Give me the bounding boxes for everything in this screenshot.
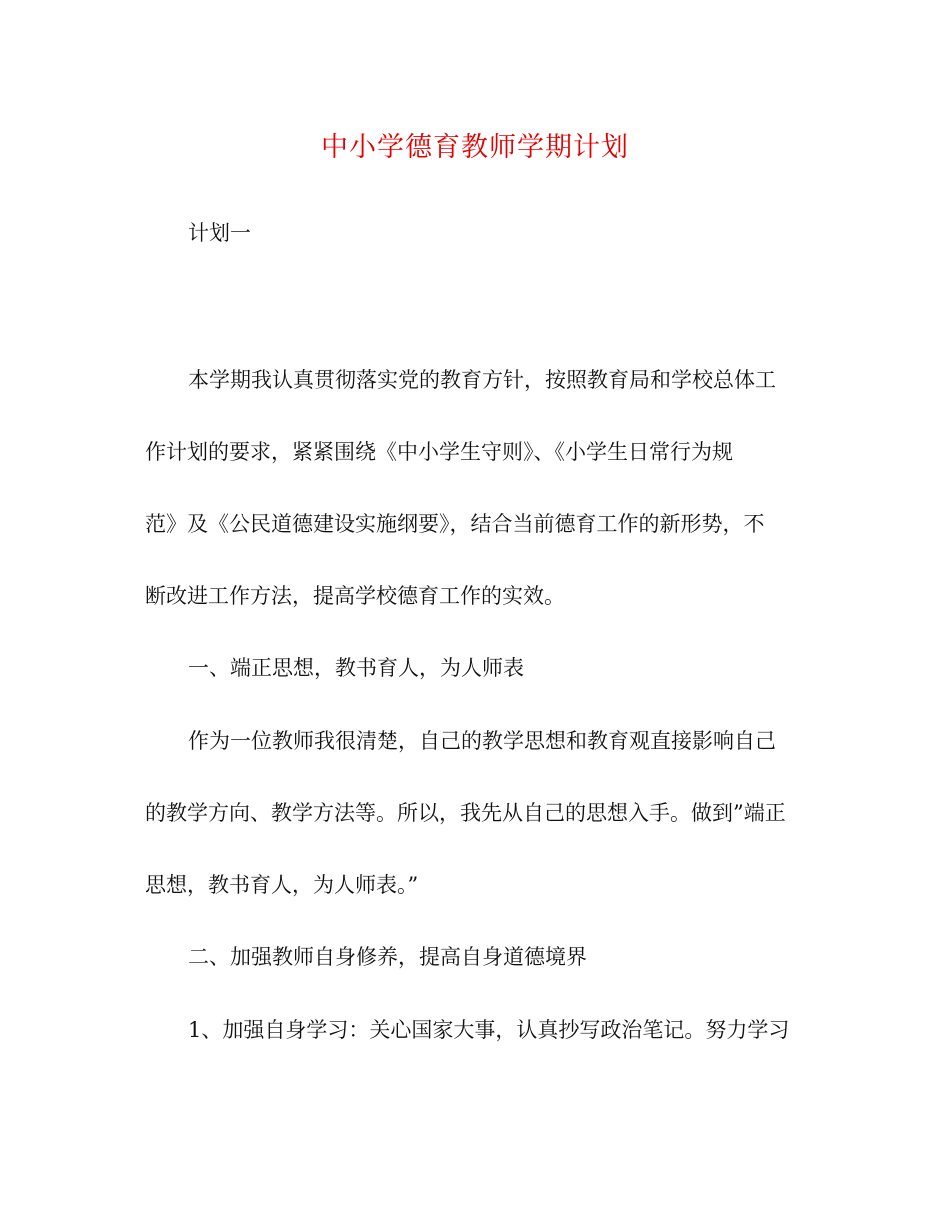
- list-item: 1、加强自身学习：关心国家大事，认真抄写政治笔记。努力学习: [188, 1018, 790, 1042]
- paragraph-line: 思想，教书育人，为人师表。”: [145, 873, 419, 897]
- paragraph-line: 断改进工作方法，提高学校德育工作的实效。: [145, 584, 565, 608]
- section-heading: 一、端正思想，教书育人，为人师表: [188, 656, 524, 680]
- paragraph-line: 的教学方向、教学方法等。所以，我先从自己的思想入手。做到”端正: [145, 801, 786, 825]
- paragraph-line: 本学期我认真贯彻落实党的教育方针，按照教育局和学校总体工: [188, 368, 776, 392]
- paragraph-line: 范》及《公民道德建设实施纲要》，结合当前德育工作的新形势，不: [145, 512, 765, 536]
- plan-subtitle: 计划一: [188, 221, 251, 245]
- document-title: 中小学德育教师学期计划: [321, 132, 629, 163]
- paragraph-line: 作计划的要求，紧紧围绕《中小学生守则》、《小学生日常行为规: [145, 440, 733, 464]
- section-heading: 二、加强教师自身修养，提高自身道德境界: [188, 945, 587, 969]
- paragraph-line: 作为一位教师我很清楚，自己的教学思想和教育观直接影响自己: [188, 729, 776, 753]
